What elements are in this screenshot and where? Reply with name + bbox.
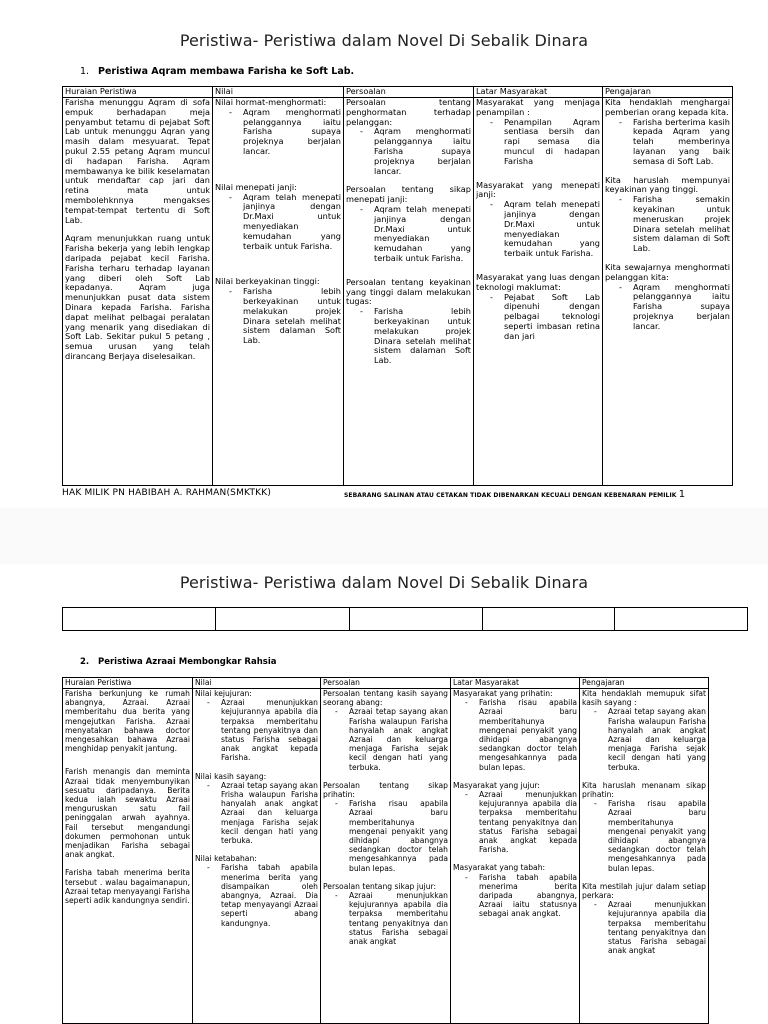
section-number: 1. <box>80 66 90 77</box>
list-item: - Aqram telah menepati janjinya dengan Dr.Maxi untuk menyediakan kemudahan yang terbaik untuk Farisha. <box>374 205 471 264</box>
column-header: Pengajaran <box>580 678 709 689</box>
list-item: - Azraai tetap sayang akan Farisha walaupun Farisha hanyalah anak angkat Azraai dan keluarga menjaga Farisha sejak kecil dengan hati yang terbuka. <box>349 707 448 771</box>
list-item: - Azraai menunjukkan kejujurannya apabila dia terpaksa memberitahu tentang penyakitnya dan status Farisha sebagai anak angkat <box>608 900 706 955</box>
pengajaran-cell <box>603 98 733 486</box>
page-number: 1 <box>678 489 686 500</box>
page-title: Peristiwa- Peristiwa dalam Novel Di Sebalik Dinara <box>179 573 589 592</box>
persoalan-cell <box>321 689 451 1024</box>
list-item: - Farisha risau apabila Azraai baru memberitahunya mengenai penyakit yang dihidapi abangnya sedangkan doctor telah mengesahkannya pada bulan lepas. <box>479 698 577 772</box>
huraian-cell <box>63 689 193 1024</box>
column-header: Huraian Peristiwa <box>63 87 213 98</box>
column-header: Huraian Peristiwa <box>63 678 193 689</box>
block-label: Nilai hormat-menghormati: <box>215 97 327 107</box>
block-label: Persoalan tentang penghormatan terhadap pelanggan: <box>346 97 471 127</box>
events-table-1 <box>62 86 733 486</box>
block-label: Persoalan tentang sikap jujur: <box>323 881 437 891</box>
block-label: Kita mestilah jujur dalam setiap perkara: <box>582 881 706 901</box>
block-label: Masyarakat yang luas dengan teknologi maklumat: <box>476 271 600 292</box>
table-row <box>63 689 709 1024</box>
block-label: Kita haruslah mempunyai keyakinan yang tinggi. <box>605 174 730 195</box>
block-label: Kita sewajarnya menghormati pelanggan kita: <box>605 261 730 282</box>
block-label: Nilai kejujuran: <box>195 689 252 698</box>
block-label: Persoalan tentang sikap menepati janji: <box>346 184 471 205</box>
column-header: Persoalan <box>344 87 474 98</box>
table-header-row <box>63 87 733 98</box>
block-label: Masyarakat yang jujur: <box>453 780 540 790</box>
column-header: Persoalan <box>321 678 451 689</box>
nilai-cell <box>213 98 344 486</box>
list-item: - Aqram telah menepati janjinya dengan Dr.Maxi untuk menyediakan kemudahan yang terbaik untuk Farisha. <box>243 193 341 252</box>
list-item: - Farisha tabah apabila menerima berita yang disampaikan oleh abangnya, Azraai. Dia tetap menyayangi Azraai seperti abang kandungnya. <box>221 863 318 927</box>
block-label: Nilai ketabahan: <box>195 854 257 864</box>
column-header: Latar Masyarakat <box>451 678 580 689</box>
list-item: - Farisha semakin keyakinan untuk meneruskan projek Dinara setelah melihat sistem dalaman di Soft Lab. <box>633 195 730 254</box>
list-item: - Penampilan Aqram sentiasa bersih dan rapi semasa dia muncul di hadapan Farisha <box>504 118 600 167</box>
nilai-cell <box>193 689 321 1024</box>
block-label: Masyarakat yang menjaga penampilan : <box>476 97 600 117</box>
block-label: Masyarakat yang prihatin: <box>453 689 553 698</box>
block-label: Nilai kasih sayang: <box>195 771 267 781</box>
footer-notice-text: SEBARANG SALINAN ATAU CETAKAN TIDAK DIBENARKAN KECUALI DENGAN KEBENARAN PEMILIK <box>344 492 677 499</box>
list-item: - Azraai menunjukkan kejujurannya apabila dia terpaksa memberitahu tentang penyakitnya dan status Farisha sebagai anak angkat kepada Farisha. <box>479 790 577 854</box>
list-item: - Aqram menghormati pelanggannya iaitu Farisha supaya projeknya berjalan lancar. <box>633 283 730 332</box>
empty-table-strip <box>62 607 748 631</box>
page-title: Peristiwa- Peristiwa dalam Novel Di Sebalik Dinara <box>179 31 589 50</box>
list-item: - Farisha risau apabila Azraai baru memberitahunya mengenai penyakit yang dihidapi abangnya sedangkan doctor telah mengesahkannya pada bulan lepas. <box>349 799 448 873</box>
column-header: Pengajaran <box>603 87 733 98</box>
paragraph: Farisha menunggu Aqram di sofa empuk berhadapan meja penyambut tetamu di pejabat Soft Lab untuk menunggu Aqran yang masih dalam mesyuarat. Tepat pukul 2.55 petang Aqram muncul di hadapan Farisha. Aqram membawanya ke bilik keselamatan untuk mendaftar cap jari dan retina mata untuk membolehknnya mengakses tempat-tempat tertentu di Soft Lab. <box>65 97 210 225</box>
block-label: Persoalan tentang keyakinan yang tinggi dalam melakukan tugas: <box>346 276 471 307</box>
block-label: Nilai berkeyakinan tinggi: <box>215 276 320 287</box>
table-row <box>63 98 733 486</box>
list-item: - Pejabat Soft Lab dipenuhi dengan pelbagai teknologi seperti imbasan retina dan jari <box>504 293 600 342</box>
block-label: Kita hendaklah menghargai pemberian orang kepada kita. <box>605 97 730 117</box>
pengajaran-cell <box>580 689 709 1024</box>
list-item: - Aqram menghormati pelanggannya iaitu Farisha supaya projeknya berjalan lancar. <box>374 127 471 176</box>
list-item: - Aqram menghormati pelanggannya iaitu Farisha supaya projeknya berjalan lancar. <box>243 108 341 157</box>
persoalan-cell <box>344 98 474 486</box>
list-item: - Aqram telah menepati janjinya dengan Dr.Maxi untuk menyediakan kemudahan yang terbaik untuk Farisha. <box>504 200 600 259</box>
page-separator <box>0 508 768 564</box>
list-item: - Farisha risau apabila Azraai baru memberitahunya mengenai penyakit yang dihidapi abangnya sedangkan doctor telah mengesahkannya pada bulan lepas. <box>608 799 706 873</box>
list-item: - Azraai tetap sayang akan Frisha walaupun Farisha hanyalah anak angkat Azraai dan keluarga menjaga Farisha sejak kecil dengan hati yang terbuka. <box>221 781 318 845</box>
footer-copyright: HAK MILIK PN HABIBAH A. RAHMAN(SMKTKK) <box>62 488 272 498</box>
section-title: Peristiwa Aqram membawa Farisha ke Soft Lab. <box>98 66 355 77</box>
latar-cell <box>451 689 580 1024</box>
block-label: Nilai menepati janji: <box>215 181 297 192</box>
paragraph: Farisha berkunjung ke rumah abangnya, Azraai. Azraai memberitahu dua berita yang mengejutkan Farisha. Azraai menyatakan bahawa doctor mengesahkan bahawa Azraai menghidap penyakit jantung. <box>65 689 190 754</box>
section-title: Peristiwa Azraai Membongkar Rahsia <box>98 657 277 667</box>
list-item: - Farisha tabah apabila menerima berita daripada abangnya, Azraai iaitu statusnya sebagai anak angkat. <box>479 873 577 919</box>
section-heading <box>80 657 276 667</box>
block-label: Persoalan tentang sikap prihatin: <box>323 780 448 800</box>
block-label: Masyarakat yang tabah: <box>453 863 546 873</box>
list-item: - Farisha lebih berkeyakinan untuk melakukan projek Dinara setelah melihat sistem dalaman Soft Lab. <box>243 287 341 346</box>
paragraph: Aqram menunjukkan ruang untuk Farisha bekerja yang lebih lengkap daripada pejabat kecil Farisha. Farisha terharu terhadap layanan yang diberi oleh Soft Lab kepadanya. Aqram juga menunjukkan pusat data sistem Dinara kepada Farisha. Farisha dapat melihat pelbagai peralatan yang menarik yang disediakan di Soft Lab. Sekitar pukul 5 petang , semua urusan yang telah dirancang Berjaya diselesaikan. <box>65 233 210 361</box>
list-item: - Azraai menunjukkan kejujurannya apabila dia terpaksa memberitahu tentang penyakitnya dan status Farisha sebagai anak angkat <box>349 891 448 946</box>
list-item: - Azraai tetap sayang akan Farisha walaupun Farisha hanyalah anak angkat Azraai dan keluarga menjaga Farisha sejak kecil dengan hati yang terbuka. <box>608 707 706 771</box>
column-header: Latar Masyarakat <box>474 87 603 98</box>
latar-cell <box>474 98 603 486</box>
list-item: - Farisha lebih berkeyakinan untuk melakukan projek Dinara setelah melihat sistem dalaman Soft Lab. <box>374 307 471 366</box>
paragraph: Farisha tabah menerima berita tersebut . walau bagaimanapun, Azraai tetap menyayangi Farisha seperti adik kandungnya sendiri. <box>65 868 190 906</box>
table-header-row <box>63 678 709 689</box>
events-table-2 <box>62 677 709 1024</box>
section-heading <box>80 66 354 77</box>
column-header: Nilai <box>213 87 344 98</box>
paragraph: Farish menangis dan meminta Azraai tidak menyembunyikan sesuatu daripadanya. Berita kedua ialah sewaktu Azraai menguruskan satu fail peninggalan arwah ayahnya. Fail tersebut mengandungi dokumen permohonan untuk menjadikan Farisha sebagai anak angkat. <box>65 767 190 860</box>
block-label: Kita hendaklah memupuk sifat kasih sayang : <box>582 689 706 708</box>
list-item: - Farisha berterima kasih kepada Aqram yang telah memberinya layanan yang baik semasa di Soft Lab. <box>633 118 730 167</box>
list-item: - Azraai menunjukkan kejujurannya apabila dia terpaksa memberitahu tentang penyakitnya dan status Farisha sebagai anak angkat kepada Farisha. <box>221 698 318 762</box>
column-header: Nilai <box>193 678 321 689</box>
block-label: Persoalan tentang kasih sayang seorang abang: <box>323 689 448 708</box>
block-label: Masyarakat yang menepati janji: <box>476 179 600 200</box>
block-label: Kita haruslah menanam sikap prihatin: <box>582 780 706 800</box>
huraian-cell <box>63 98 213 486</box>
footer-notice <box>344 489 685 500</box>
section-number: 2. <box>80 657 90 667</box>
